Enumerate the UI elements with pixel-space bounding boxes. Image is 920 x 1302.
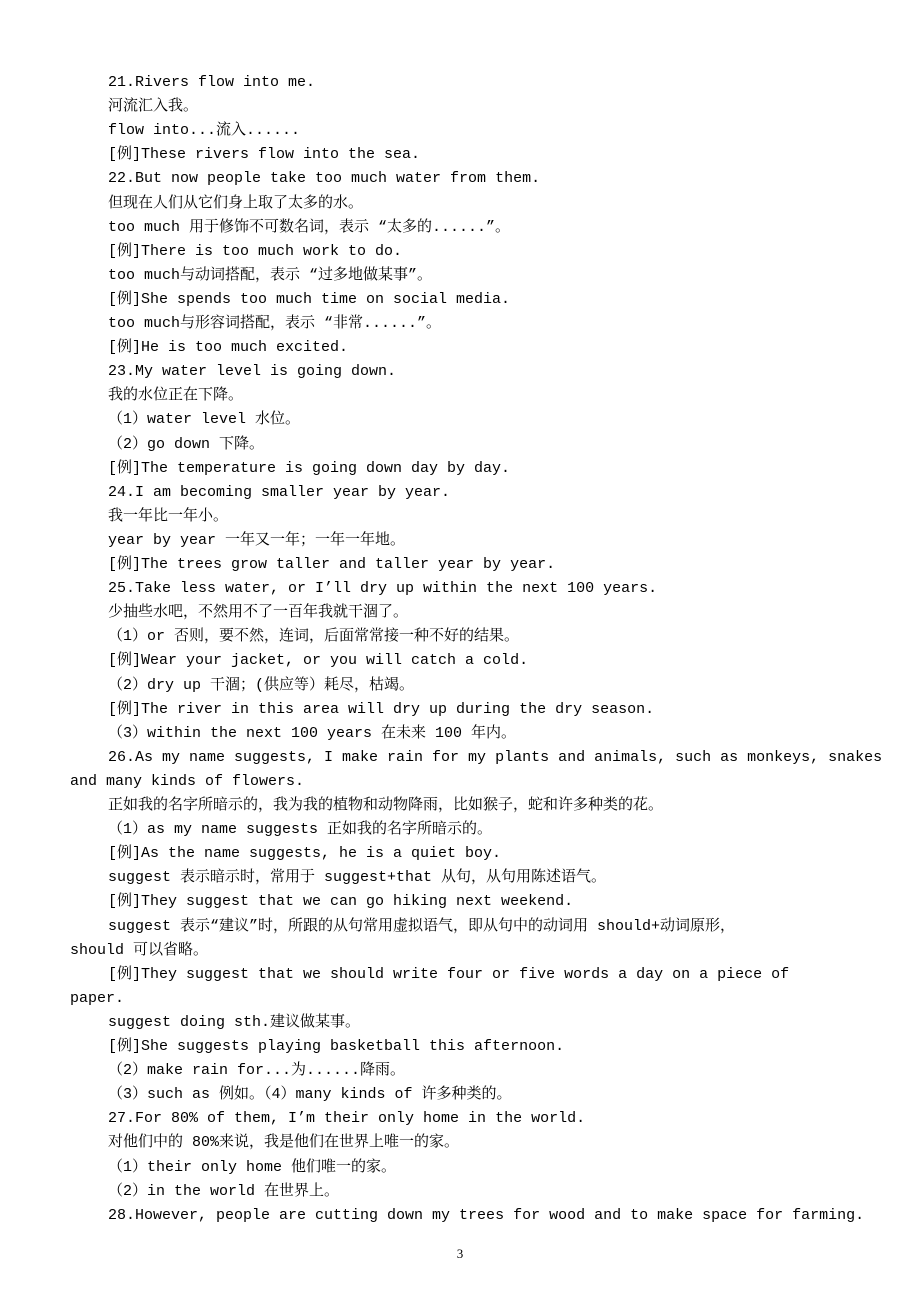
text-line: （1）water level 水位。	[108, 411, 301, 429]
text-line: suggest doing sth.建议做某事。	[108, 1013, 361, 1031]
text-line: too much与形容词搭配，表示 “非常......”。	[108, 315, 442, 332]
text-line: [例]The trees grow taller and taller year by year.	[108, 556, 556, 573]
text-line: （1）as my name suggests 正如我的名字所暗示的。	[108, 821, 493, 839]
text-line: （2）go down 下降。	[108, 435, 265, 453]
text-line: year by year 一年又一年；一年一年地。	[108, 531, 406, 549]
text-line: [例]The river in this area will dry up during the dry season.	[108, 700, 655, 718]
text-line: paper.	[70, 989, 125, 1007]
text-line: 22.But now people take too much water from them.	[108, 170, 541, 188]
text-line: （2）in the world 在世界上。	[108, 1182, 340, 1200]
text-line: suggest 表示暗示时，常用于 suggest+that 从句，从句用陈述语气。	[108, 869, 607, 887]
text-line: [例]There is too much work to do.	[108, 242, 403, 260]
text-line: too much与动词搭配，表示 “过多地做某事”。	[108, 266, 433, 284]
text-line: 河流汇入我。	[108, 98, 199, 116]
text-line: （1）their only home 他们唯一的家。	[108, 1158, 397, 1176]
text-line: [例]She suggests playing basketball this afternoon.	[108, 1038, 565, 1055]
text-line: 24.I am becoming smaller year by year.	[108, 483, 451, 501]
text-line: 少抽些水吧，不然用不了一百年我就干涸了。	[108, 604, 409, 622]
text-line: too much 用于修饰不可数名词，表示 “太多的......”。	[108, 218, 511, 236]
text-line: 28.However, people are cutting down my trees for wood and to make space for farming.	[108, 1206, 865, 1224]
text-line: 但现在人们从它们身上取了太多的水。	[108, 194, 364, 212]
text-line: [例]As the name suggests, he is a quiet boy.	[108, 845, 502, 863]
text-line: （2）make rain for...为......降雨。	[108, 1062, 406, 1080]
text-line: 26.As my name suggests, I make rain for my plants and animals, such as monkeys, snakes	[108, 748, 883, 766]
text-line: [例]They suggest that we can go hiking next weekend.	[108, 893, 574, 911]
text-line: flow into...流入......	[108, 122, 301, 140]
text-line: （3）within the next 100 years 在未来 100 年内。	[108, 724, 517, 742]
text-line: should 可以省略。	[70, 941, 209, 959]
text-line: [例]She spends too much time on social media.	[108, 290, 511, 308]
text-line: （3）such as 例如。（4）many kinds of 许多种类的。	[108, 1086, 512, 1104]
text-line: （2）dry up 干涸；(供应等）耗尽，枯竭。	[108, 676, 415, 694]
text-line: 我一年比一年小。	[108, 507, 229, 525]
text-line: 27.For 80% of them, I’m their only home in the world.	[108, 1110, 586, 1128]
text-line: 21.Rivers flow into me.	[108, 74, 316, 91]
text-line: 正如我的名字所暗示的，我为我的植物和动物降雨，比如猴子，蛇和许多种类的花。	[108, 797, 664, 814]
text-line: 对他们中的 80%来说，我是他们在世界上唯一的家。	[108, 1134, 460, 1152]
page-number: 3	[456, 1246, 464, 1261]
text-line: （1）or 否则，要不然，连词，后面常常接一种不好的结果。	[108, 628, 520, 646]
text-line: [例]He is too much excited.	[108, 339, 349, 357]
text-line: [例]Wear your jacket, or you will catch a cold.	[108, 652, 529, 670]
text-line: and many kinds of flowers.	[70, 772, 305, 790]
text-line: suggest 表示“建议”时，所跟的从句常用虚拟语气，即从句中的动词用 should+动词原形，	[108, 917, 736, 935]
text-line: 23.My water level is going down.	[108, 363, 397, 381]
text-line: 25.Take less water, or I’ll dry up within the next 100 years.	[108, 580, 658, 598]
text-line: 我的水位正在下降。	[108, 387, 244, 405]
text-line: [例]They suggest that we should write four or five words a day on a piece of	[108, 965, 790, 983]
text-line: [例]The temperature is going down day by day.	[108, 459, 511, 477]
text-line: [例]These rivers flow into the sea.	[108, 146, 421, 164]
